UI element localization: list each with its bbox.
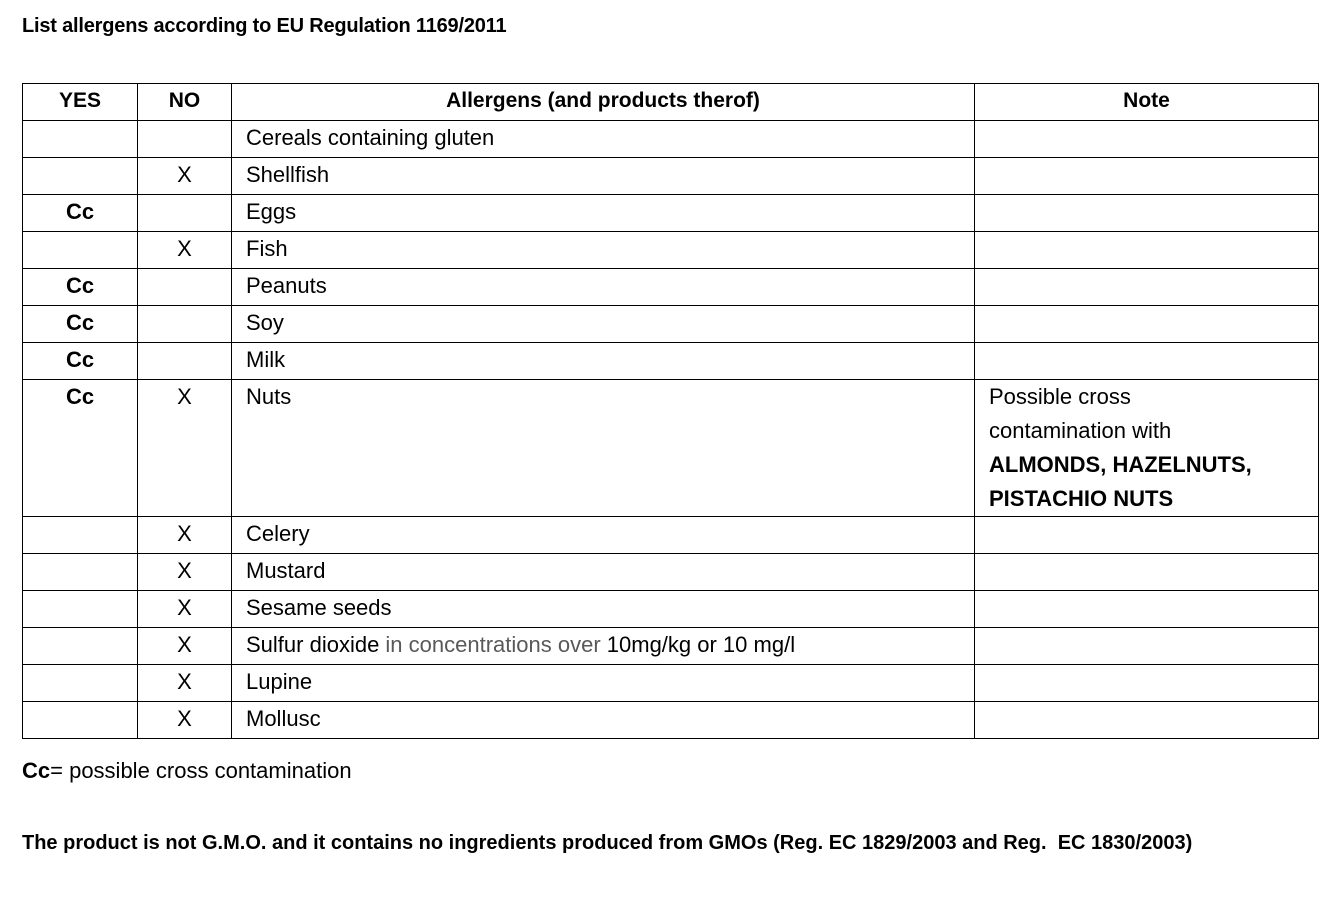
table-header-row bbox=[23, 84, 1319, 121]
note-cell bbox=[975, 195, 1319, 232]
allergen-name: Sulfur dioxide bbox=[246, 632, 386, 657]
allergen-cell: Cereals containing gluten bbox=[232, 121, 975, 158]
note-cell bbox=[975, 628, 1319, 665]
table-row bbox=[23, 232, 1319, 269]
allergen-cell: Milk bbox=[232, 343, 975, 380]
table-row bbox=[23, 665, 1319, 702]
note-cell bbox=[975, 269, 1319, 306]
no-cell bbox=[138, 306, 232, 343]
note-cell bbox=[975, 517, 1319, 554]
table-row bbox=[23, 306, 1319, 343]
note-text: contamination with bbox=[989, 418, 1172, 443]
allergen-cell: Fish bbox=[232, 232, 975, 269]
no-cell: X bbox=[138, 232, 232, 269]
table-row bbox=[23, 591, 1319, 628]
table-row bbox=[23, 702, 1319, 739]
yes-cell bbox=[23, 702, 138, 739]
yes-cell bbox=[23, 158, 138, 195]
header-yes: YES bbox=[23, 84, 138, 121]
note-emphasis: PISTACHIO NUTS bbox=[989, 486, 1174, 511]
allergen-cell bbox=[232, 628, 975, 665]
no-cell: X bbox=[138, 702, 232, 739]
yes-cell bbox=[23, 121, 138, 158]
no-cell: X bbox=[138, 628, 232, 665]
yes-cell bbox=[23, 232, 138, 269]
allergen-table bbox=[22, 83, 1319, 739]
table-row bbox=[23, 517, 1319, 554]
note-cell bbox=[975, 702, 1319, 739]
note-cell bbox=[975, 554, 1319, 591]
yes-cell: Cc bbox=[23, 380, 138, 517]
allergen-cell: Eggs bbox=[232, 195, 975, 232]
table-row bbox=[23, 380, 1319, 517]
header-no: NO bbox=[138, 84, 232, 121]
legend bbox=[22, 758, 352, 784]
no-cell: X bbox=[138, 554, 232, 591]
note-cell bbox=[975, 665, 1319, 702]
allergen-cell: Lupine bbox=[232, 665, 975, 702]
table-row bbox=[23, 628, 1319, 665]
gmo-statement: The product is not G.M.O. and it contains no ingredients produced from GMOs (Reg. EC 1829/2003 and Reg. EC 1830/2003) bbox=[22, 832, 1193, 854]
yes-cell bbox=[23, 591, 138, 628]
table-row bbox=[23, 195, 1319, 232]
table-row bbox=[23, 554, 1319, 591]
allergen-cell: Soy bbox=[232, 306, 975, 343]
document-title: List allergens according to EU Regulation 1169/2011 bbox=[22, 15, 507, 37]
no-cell: X bbox=[138, 665, 232, 702]
allergen-cell: Mustard bbox=[232, 554, 975, 591]
header-allergen: Allergens (and products therof) bbox=[232, 84, 975, 121]
legend-text: = possible cross contamination bbox=[50, 758, 352, 783]
note-cell bbox=[975, 306, 1319, 343]
yes-cell: Cc bbox=[23, 269, 138, 306]
allergen-cell: Sesame seeds bbox=[232, 591, 975, 628]
table-row bbox=[23, 158, 1319, 195]
yes-cell: Cc bbox=[23, 343, 138, 380]
note-cell bbox=[975, 380, 1319, 517]
yes-cell bbox=[23, 517, 138, 554]
table-row bbox=[23, 269, 1319, 306]
no-cell bbox=[138, 269, 232, 306]
allergen-threshold: 10mg/kg or 10 mg/l bbox=[606, 632, 796, 657]
yes-cell: Cc bbox=[23, 306, 138, 343]
table-row bbox=[23, 121, 1319, 158]
note-text: Possible cross bbox=[989, 384, 1131, 409]
no-cell: X bbox=[138, 591, 232, 628]
yes-cell bbox=[23, 665, 138, 702]
allergen-cell: Nuts bbox=[232, 380, 975, 517]
yes-cell: Cc bbox=[23, 195, 138, 232]
note-cell bbox=[975, 121, 1319, 158]
yes-cell bbox=[23, 554, 138, 591]
allergen-cell: Celery bbox=[232, 517, 975, 554]
allergen-qualifier: in concentrations over bbox=[385, 632, 607, 657]
legend-key: Cc bbox=[22, 758, 51, 783]
no-cell bbox=[138, 121, 232, 158]
no-cell bbox=[138, 195, 232, 232]
allergen-cell: Shellfish bbox=[232, 158, 975, 195]
no-cell: X bbox=[138, 158, 232, 195]
note-cell bbox=[975, 232, 1319, 269]
allergen-cell: Mollusc bbox=[232, 702, 975, 739]
note-cell bbox=[975, 343, 1319, 380]
yes-cell bbox=[23, 628, 138, 665]
note-cell bbox=[975, 591, 1319, 628]
no-cell bbox=[138, 343, 232, 380]
no-cell: X bbox=[138, 380, 232, 517]
header-note: Note bbox=[975, 84, 1319, 121]
no-cell: X bbox=[138, 517, 232, 554]
note-cell bbox=[975, 158, 1319, 195]
note-emphasis: ALMONDS, HAZELNUTS, bbox=[989, 452, 1252, 477]
table-row bbox=[23, 343, 1319, 380]
allergen-cell: Peanuts bbox=[232, 269, 975, 306]
